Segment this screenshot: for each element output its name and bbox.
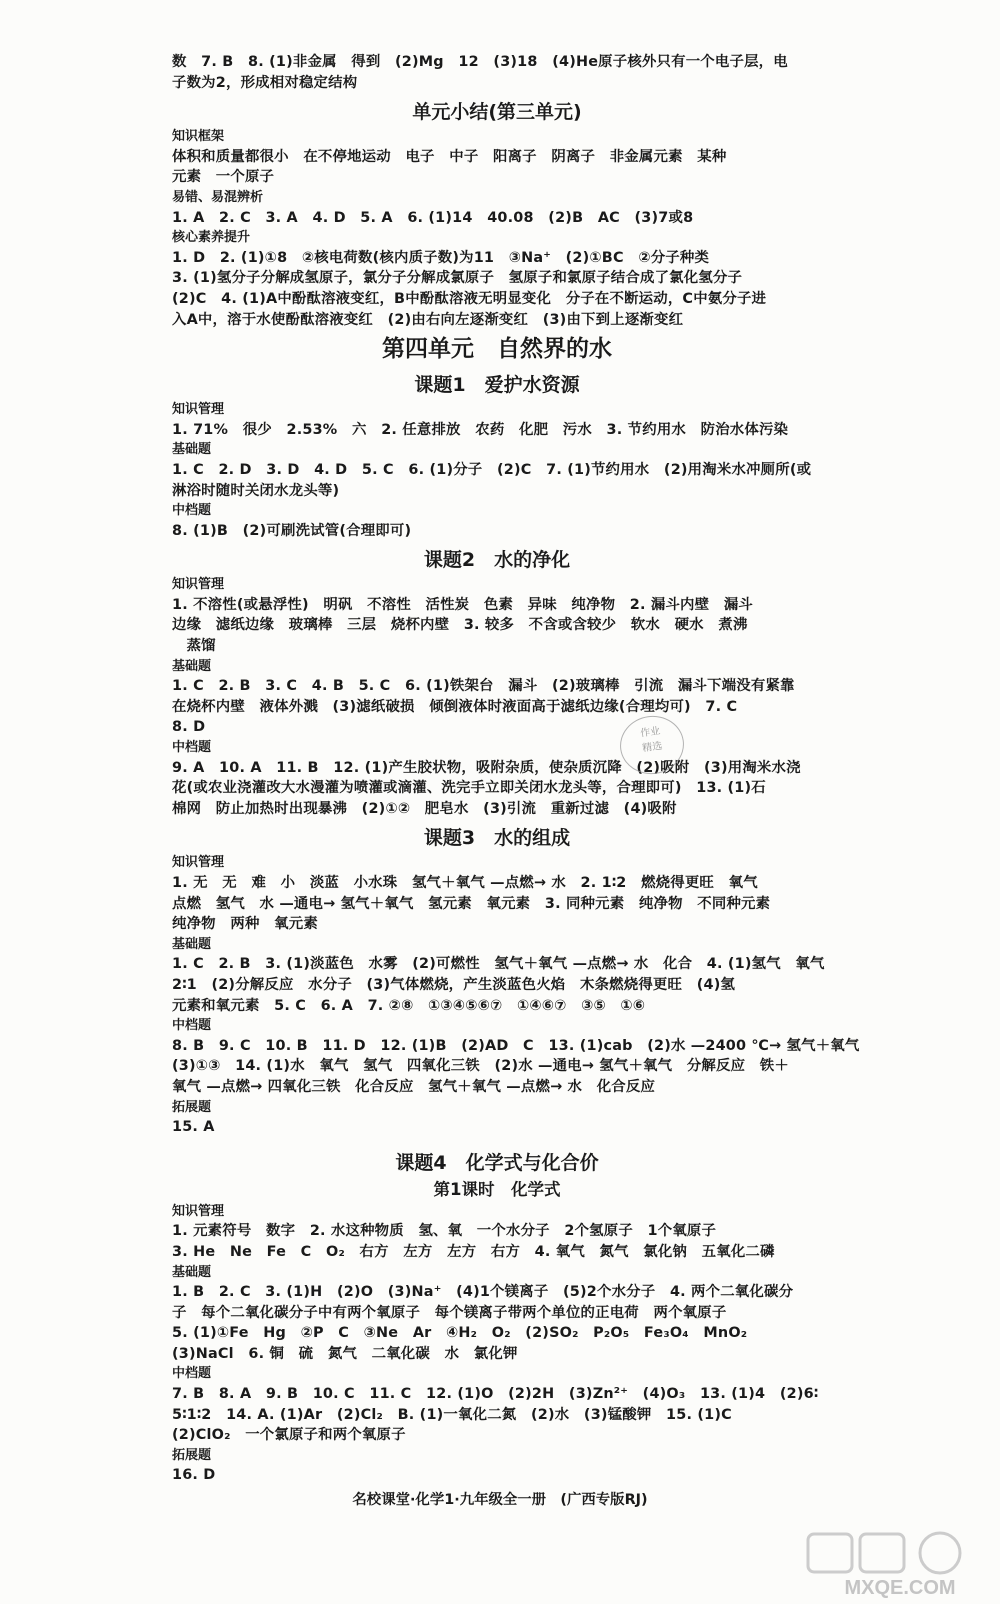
answer-line: (2)ClO₂ 一个氯原子和两个氧原子 [172, 1427, 406, 1444]
answer-line: 5∶1∶2 14. A. (1)Ar (2)Cl₂ B. (1)一氧化二氮 (2)水 (3)锰酸钾 15. (1)C [172, 1406, 732, 1423]
answer-line: 15. A [172, 1119, 215, 1136]
answer-line: 1. 71% 很少 2.53% 六 2. 任意排放 农药 化肥 污水 3. 节约用水 防治水体污染 [172, 421, 789, 438]
section-label: 基础题 [172, 442, 212, 458]
section-label: 基础题 [172, 1264, 212, 1280]
answer-line: 8. D [172, 719, 206, 736]
section-label: 基础题 [172, 658, 212, 674]
section-label: 知识管理 [172, 402, 225, 418]
answer-line: 数 7. B 8. (1)非金属 得到 (2)Mg 12 (3)18 (4)He原子核外只有一个电子层，电 [172, 54, 788, 70]
answer-line: 3. He Ne Fe C O₂ 右方 左方 左方 右方 4. 氧气 氮气 氯化钠 五氧化二磷 [172, 1243, 775, 1260]
answer-line: 2∶1 (2)分解反应 水分子 (3)气体燃烧，产生淡蓝色火焰 木条燃烧得更旺 (4)氢 [172, 976, 736, 993]
answer-line: 氧气 —点燃→ 四氧化三铁 化合反应 氢气＋氧气 —点燃→ 水 化合反应 [172, 1078, 656, 1095]
section-label: 知识管理 [172, 1203, 225, 1219]
spacer [172, 1138, 822, 1144]
answer-line: 1. A 2. C 3. A 4. D 5. A 6. (1)14 40.08 (2)B AC (3)7或8 [172, 209, 694, 226]
answer-line: 5. (1)①Fe Hg ②P C ③Ne Ar ④H₂ O₂ (2)SO₂ P₂O₅ Fe₃O₄ MnO₂ [172, 1325, 748, 1342]
answer-line: 入A中，溶于水使酚酞溶液变红 (2)由右向左逐渐变红 (3)由下到上逐渐变红 [172, 311, 684, 328]
answer-page [172, 52, 860, 1486]
answer-line: 蒸馏 [172, 638, 216, 655]
lesson-title: 单元小结(第三单元) [412, 101, 582, 124]
section-label: 中档题 [172, 1018, 212, 1034]
section-label: 拓展题 [172, 1447, 212, 1463]
section-label: 知识框架 [172, 129, 225, 145]
answer-line: 1. C 2. D 3. D 4. D 5. C 6. (1)分子 (2)C 7. (1)节约用水 (2)用淘米水冲厕所(或 [172, 461, 812, 478]
subsection-title: 第1课时 化学式 [433, 1179, 561, 1199]
section-label: 核心素养提升 [172, 230, 251, 246]
section-label: 知识管理 [172, 577, 225, 593]
answer-line: 花(或农业浇灌改大水漫灌为喷灌或滴灌、洗完手立即关闭水龙头等，合理即可) 13. (1)石 [172, 780, 766, 797]
site-watermark [800, 1528, 1000, 1600]
section-label: 易错、易混辨析 [172, 189, 264, 205]
answer-line: 1. B 2. C 3. (1)H (2)O (3)Na⁺ (4)1个镁离子 (5)2个水分子 4. 两个二氧化碳分 [172, 1284, 794, 1301]
watermark-logo-icon [800, 1528, 1000, 1600]
answer-line: 体积和质量都很小 在不停地运动 电子 中子 阳离子 阴离子 非金属元素 某种 [172, 148, 727, 165]
answer-line: (3)NaCl 6. 铜 硫 氮气 二氧化碳 水 氯化钾 [172, 1345, 518, 1362]
answer-line: 8. (1)B (2)可刷洗试管(合理即可) [172, 522, 412, 539]
answer-line: 1. 不溶性(或悬浮性) 明矾 不溶性 活性炭 色素 异味 纯净物 2. 漏斗内壁 漏斗 [172, 596, 753, 613]
answer-line: 9. A 10. A 11. B 12. (1)产生胶状物，吸附杂质，使杂质沉降 (2)吸附 (3)用淘米水浇 [172, 759, 801, 776]
section-label: 基础题 [172, 936, 212, 952]
answer-line: 1. D 2. (1)①8 ②核电荷数(核内质子数)为11 ③Na⁺ (2)①BC ②分子种类 [172, 249, 710, 266]
lesson-title: 课题1 爱护水资源 [414, 374, 580, 397]
answer-line: 1. C 2. B 3. C 4. B 5. C 6. (1)铁架台 漏斗 (2)玻璃棒 引流 漏斗下端没有紧靠 [172, 678, 795, 695]
section-label: 中档题 [172, 1366, 212, 1382]
answer-line: 3. (1)氢分子分解成氢原子，氯分子分解成氯原子 氢原子和氯原子结合成了氯化氢分子 [172, 270, 743, 287]
answer-line: 1. 无 无 难 小 淡蓝 小水珠 氢气＋氧气 —点燃→ 水 2. 1∶2 燃烧得更旺 氧气 [172, 875, 758, 891]
lesson-title: 课题2 水的净化 [423, 549, 571, 572]
answer-line: 子数为2，形成相对稳定结构 [172, 74, 358, 91]
lesson-title: 课题3 水的组成 [423, 827, 571, 850]
answer-line: (2)C 4. (1)A中酚酞溶液变红，B中酚酞溶液无明显变化 分子在不断运动，C中氨分子进 [172, 290, 767, 307]
answer-line: 1. 元素符号 数字 2. 水这种物质 氢、氧 一个水分子 2个氢原子 1个氧原子 [172, 1223, 717, 1240]
answer-line: 在烧杯内壁 液体外溅 (3)滤纸破损 倾倒液体时液面高于滤纸边缘(合理均可) 7. C [172, 698, 738, 715]
answer-line: 1. C 2. B 3. (1)淡蓝色 水雾 (2)可燃性 氢气＋氧气 —点燃→ 水 化合 4. (1)氢气 氧气 [172, 956, 825, 973]
answer-line: 淋浴时随时关闭水龙头等) [172, 482, 340, 499]
answer-line: 16. D [172, 1467, 216, 1484]
answer-line: 8. B 9. C 10. B 11. D 12. (1)B (2)AD C 13. (1)cab (2)水 —2400 ℃→ 氢气＋氧气 [172, 1037, 860, 1054]
section-label: 拓展题 [172, 1099, 212, 1115]
answer-line: (3)①③ 14. (1)水 氧气 氢气 四氧化三铁 (2)水 —通电→ 氢气＋氧气 分解反应 铁＋ [172, 1058, 789, 1075]
answer-line: 元素和氧元素 5. C 6. A 7. ②⑧ ①③④⑤⑥⑦ ①④⑥⑦ ③⑤ ①⑥ [172, 997, 646, 1014]
section-label: 中档题 [172, 740, 212, 756]
stamp-bottom-text: 精选 [641, 740, 664, 755]
answer-line: 7. B 8. A 9. B 10. C 11. C 12. (1)O (2)2H (3)Zn²⁺ (4)O₃ 13. (1)4 (2)6∶ [172, 1386, 819, 1403]
section-label: 中档题 [172, 503, 212, 519]
section-label: 知识管理 [172, 855, 225, 871]
page-footer: 名校课堂·化学1·九年级全一册 (广西专版RJ) [352, 1492, 648, 1508]
answer-line: 点燃 氢气 水 —通电→ 氢气＋氧气 氢元素 氧元素 3. 同种元素 纯净物 不同种元素 [172, 895, 771, 912]
answer-line: 棉网 防止加热时出现暴沸 (2)①② 肥皂水 (3)引流 重新过滤 (4)吸附 [172, 800, 677, 817]
stamp-top-text: 作业 [639, 725, 661, 740]
watermark-url: MXQE.COM [844, 1577, 956, 1599]
answer-line: 边缘 滤纸边缘 玻璃棒 三层 烧杯内壁 3. 较多 不含或含较少 软水 硬水 煮沸 [172, 617, 748, 634]
answer-line: 纯净物 两种 氧元素 [172, 916, 318, 933]
answer-line: 子 每个二氧化碳分子中有两个氧原子 每个镁离子带两个单位的正电荷 两个氧原子 [172, 1304, 727, 1321]
answer-line: 元素 一个原子 [172, 169, 275, 186]
lesson-title: 课题4 化学式与化合价 [395, 1151, 599, 1174]
unit-title: 第四单元 自然界的水 [382, 336, 612, 363]
